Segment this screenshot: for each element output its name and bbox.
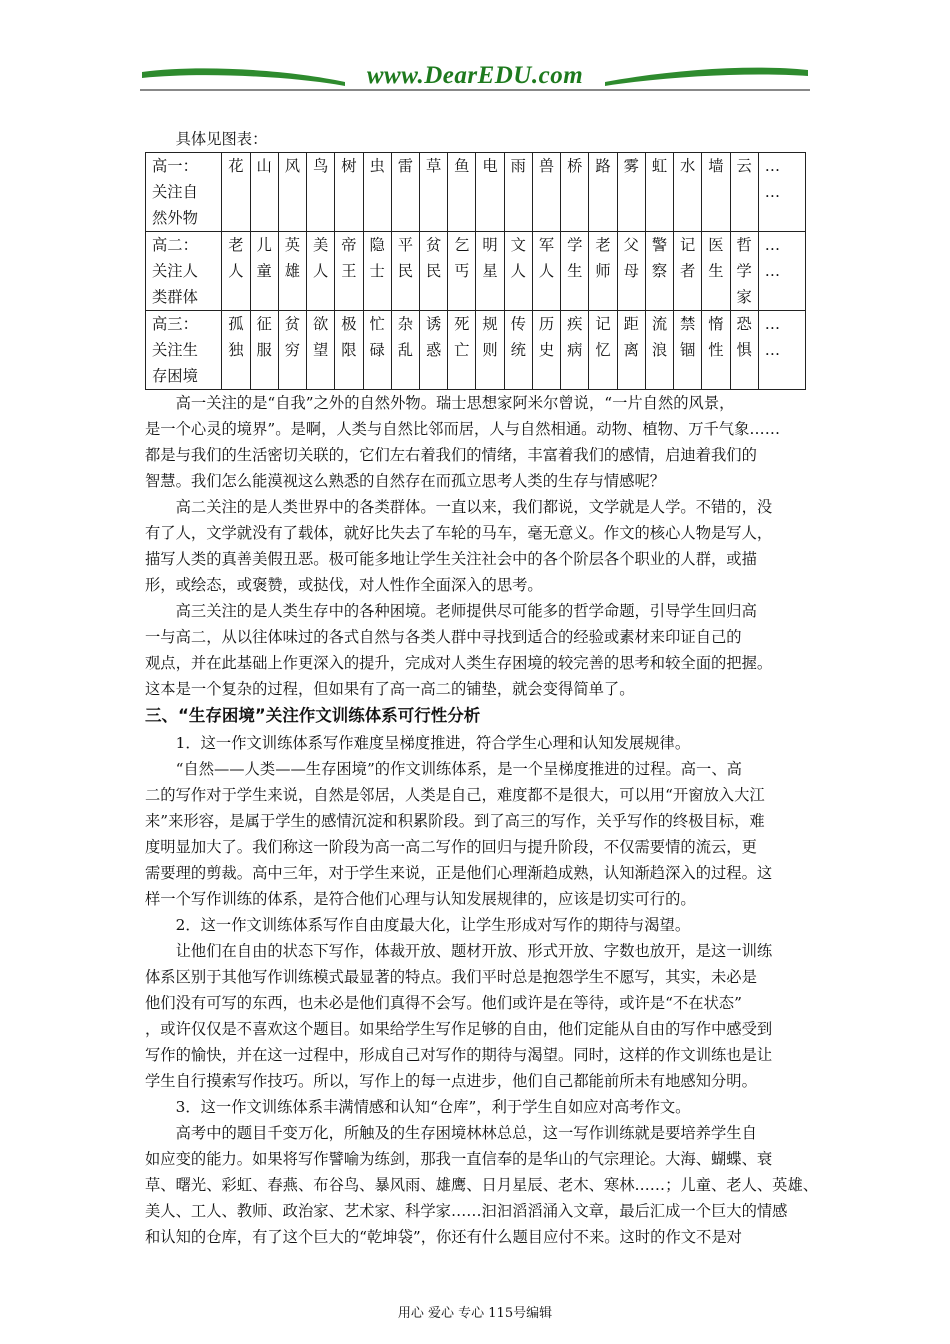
table-cell: 规 则 xyxy=(476,311,504,390)
paragraph xyxy=(145,756,810,912)
document-body xyxy=(145,126,819,1250)
table-cell: 雾 xyxy=(617,153,645,232)
table-cell: 极 限 xyxy=(335,311,363,390)
paragraph xyxy=(145,938,810,1094)
paragraph-line: 高三关注的是人类生存中的各种困境。老师提供尽可能多的哲学命题，引导学生回归高 xyxy=(175,602,757,620)
page-footer: 用心 爱心 专心 115号编辑 xyxy=(397,1306,553,1321)
table-cell: 帝 王 xyxy=(335,232,363,311)
row-category xyxy=(146,153,222,232)
paragraphs-b xyxy=(145,730,819,1250)
table-row xyxy=(146,311,806,390)
paragraph-line: 高二关注的是人类世界中的各类群体。一直以来，我们都说，文学就是人学。不错的，没 xyxy=(175,498,773,516)
table-cell: 疾 病 xyxy=(561,311,589,390)
table-cell: 军 人 xyxy=(532,232,560,311)
table-cell: 电 xyxy=(476,153,504,232)
paragraph xyxy=(145,730,810,756)
paragraph-line: 1．这一作文训练体系写作难度呈梯度推进，符合学生心理和认知发展规律。 xyxy=(175,734,691,752)
table-cell: 鱼 xyxy=(448,153,476,232)
table-cell: 历 史 xyxy=(532,311,560,390)
site-logo-text: www.DearEDU.com xyxy=(366,62,584,89)
paragraph-line: 来”来形容，是属于学生的感情沉淀和积累阶段。到了高三的写作，关乎写作的终极目标，难 xyxy=(145,812,765,830)
table-cell: 贫 民 xyxy=(419,232,447,311)
table-cell: 云 xyxy=(730,153,758,232)
table-cell: 贫 穷 xyxy=(278,311,306,390)
topic-table xyxy=(145,152,806,390)
paragraph-line: 二的写作对于学生来说，自然是邻居，人类是自己，难度都不是很大，可以用“开窗放入大江 xyxy=(145,786,765,804)
table-cell: 虹 xyxy=(645,153,673,232)
paragraph-line: 体系区别于其他写作训练模式最显著的特点。我们平时总是抱怨学生不愿写，其实，未必是 xyxy=(145,968,757,986)
table-cell: 雷 xyxy=(391,153,419,232)
table-cell: 平 民 xyxy=(391,232,419,311)
paragraph xyxy=(145,390,810,494)
table-cell: 记 者 xyxy=(674,232,702,311)
paragraph-line: ，或许仅仅是不喜欢这个题目。如果给学生写作足够的自由，他们定能从自由的写作中感受到 xyxy=(145,1020,773,1038)
category-line: 关注自 xyxy=(152,183,198,201)
table-cell: 距 离 xyxy=(617,311,645,390)
table-cell: 学 生 xyxy=(561,232,589,311)
table-cell: 传 统 xyxy=(504,311,532,390)
table-row xyxy=(146,153,806,232)
table-cell: 孤 独 xyxy=(222,311,250,390)
paragraph-line: 学生自行摸索写作技巧。所以，写作上的每一点进步，他们自己都能前所未有地感知分明。 xyxy=(145,1072,757,1090)
paragraph xyxy=(145,912,810,938)
row-category xyxy=(146,232,222,311)
intro-line: 具体见图表： xyxy=(175,130,268,148)
table-cell: 雨 xyxy=(504,153,532,232)
paragraph-line: 高一关注的是“自我”之外的自然外物。瑞士思想家阿米尔曾说，“一片自然的风景， xyxy=(175,394,735,412)
paragraph xyxy=(145,1120,819,1250)
table-cell: 恐 惧 xyxy=(730,311,758,390)
table-ellipsis: … … xyxy=(758,311,805,390)
table-cell: 老 人 xyxy=(222,232,250,311)
table-cell: 警 察 xyxy=(645,232,673,311)
category-line: 高三： xyxy=(152,315,198,333)
paragraph-line: 这本是一个复杂的过程，但如果有了高一高二的铺垫，就会变得简单了。 xyxy=(145,680,635,698)
category-line: 高二： xyxy=(152,236,198,254)
table-cell: 死 亡 xyxy=(448,311,476,390)
table-cell: 路 xyxy=(589,153,617,232)
paragraph xyxy=(145,598,810,702)
table-ellipsis: … … xyxy=(758,153,805,232)
paragraph-line: 形，或绘态，或褒赞，或挞伐，对人性作全面深入的思考。 xyxy=(145,576,543,594)
paragraph-line: 度明显加大了。我们称这一阶段为高一高二写作的回归与提升阶段，不仅需要情的流云，更 xyxy=(145,838,757,856)
paragraph-line: 需要理的剪裁。高中三年，对于学生来说，正是他们心理渐趋成熟，认知渐趋深入的过程。这 xyxy=(145,864,773,882)
category-line: 然外物 xyxy=(152,209,198,227)
table-cell: 风 xyxy=(278,153,306,232)
table-cell: 草 xyxy=(419,153,447,232)
row-category xyxy=(146,311,222,390)
paragraph-line: 美人、工人、教师、政治家、艺术家、科学家……汩汩滔滔涌入文章，最后汇成一个巨大的情感 xyxy=(145,1202,788,1220)
table-cell: 花 xyxy=(222,153,250,232)
paragraph-line: 一与高二，从以往体味过的各式自然与各类人群中寻找到适合的经验或素材来印证自己的 xyxy=(145,628,742,646)
section-heading: 三、“生存困境”关注作文训练体系可行性分析 xyxy=(145,706,481,725)
paragraph-line: 如应变的能力。如果将写作譬喻为练剑，那我一直信奉的是华山的气宗理论。大海、蝴蝶、衰 xyxy=(145,1150,773,1168)
category-line: 关注生 xyxy=(152,341,198,359)
table-cell: 诱 惑 xyxy=(419,311,447,390)
table-cell: 桥 xyxy=(561,153,589,232)
table-cell: 记 忆 xyxy=(589,311,617,390)
paragraph-line: 他们没有可写的东西，也未必是他们真得不会写。他们或许是在等待，或许是“不在状态” xyxy=(145,994,742,1012)
category-line: 存困境 xyxy=(152,367,198,385)
table-cell: 兽 xyxy=(532,153,560,232)
category-line: 类群体 xyxy=(152,288,198,306)
table-cell: 老 师 xyxy=(589,232,617,311)
paragraph-line: 观点，并在此基础上作更深入的提升，完成对人类生存困境的较完善的思考和较全面的把握。 xyxy=(145,654,773,672)
table-cell: 医 生 xyxy=(702,232,730,311)
table-cell: 文 人 xyxy=(504,232,532,311)
table-cell: 乞 丐 xyxy=(448,232,476,311)
table-cell: 英 雄 xyxy=(278,232,306,311)
paragraph-line: 草、曙光、彩虹、春燕、布谷鸟、暴风雨、雄鹰、日月星辰、老木、寒林……；儿童、老人、英雄、 xyxy=(145,1176,819,1194)
table-row xyxy=(146,232,806,311)
category-line: 关注人 xyxy=(152,262,198,280)
table-ellipsis: … … xyxy=(758,232,805,311)
paragraph-line: 样一个写作训练的体系，是符合他们心理与认知发展规律的，应该是切实可行的。 xyxy=(145,890,696,908)
paragraph-line: 3．这一作文训练体系丰满情感和认知“仓库”，利于学生自如应对高考作文。 xyxy=(175,1098,691,1116)
table-cell: 征 服 xyxy=(250,311,278,390)
paragraph-line: 和认知的仓库，有了这个巨大的“乾坤袋”，你还有什么题目应付不来。这时的作文不是对 xyxy=(145,1228,742,1246)
paragraph-line: 是一个心灵的境界”。是啊，人类与自然比邻而居，人与自然相通。动物、植物、万千气象…… xyxy=(145,420,780,438)
table-cell: 鸟 xyxy=(307,153,335,232)
table-cell: 山 xyxy=(250,153,278,232)
table-cell: 隐 士 xyxy=(363,232,391,311)
table-cell: 父 母 xyxy=(617,232,645,311)
table-cell: 虫 xyxy=(363,153,391,232)
table-cell: 墙 xyxy=(702,153,730,232)
table-cell: 禁 锢 xyxy=(674,311,702,390)
paragraph-line: “自然——人类——生存困境”的作文训练体系，是一个呈梯度推进的过程。高一、高 xyxy=(175,760,742,778)
table-cell: 儿 童 xyxy=(250,232,278,311)
table-cell: 流 浪 xyxy=(645,311,673,390)
paragraphs-a xyxy=(145,390,810,702)
table-cell: 惰 性 xyxy=(702,311,730,390)
paragraph-line: 有了人，文学就没有了载体，就好比失去了车轮的马车，毫无意义。作文的核心人物是写人， xyxy=(145,524,773,542)
paragraph-line: 2．这一作文训练体系写作自由度最大化，让学生形成对写作的期待与渴望。 xyxy=(175,916,691,934)
table-cell: 哲 学 家 xyxy=(730,232,758,311)
paragraph xyxy=(145,494,810,598)
table-cell: 树 xyxy=(335,153,363,232)
paragraph-line: 描写人类的真善美假丑恶。极可能多地让学生关注社会中的各个阶层各个职业的人群，或描 xyxy=(145,550,757,568)
table-cell: 明 星 xyxy=(476,232,504,311)
paragraph xyxy=(145,1094,810,1120)
site-header xyxy=(140,58,810,98)
table-cell: 忙 碌 xyxy=(363,311,391,390)
category-line: 高一： xyxy=(152,157,198,175)
table-cell: 杂 乱 xyxy=(391,311,419,390)
paragraph-line: 让他们在自由的状态下写作，体裁开放、题材开放、形式开放、字数也放开，是这一训练 xyxy=(175,942,773,960)
table-cell: 欲 望 xyxy=(307,311,335,390)
paragraph-line: 写作的愉快，并在这一过程中，形成自己对写作的期待与渴望。同时，这样的作文训练也是让 xyxy=(145,1046,773,1064)
table-cell: 美 人 xyxy=(307,232,335,311)
paragraph-line: 都是与我们的生活密切关联的，它们左右着我们的情绪，丰富着我们的感情，启迪着我们的 xyxy=(145,446,757,464)
paragraph-line: 高考中的题目千变万化，所触及的生存困境林林总总，这一写作训练就是要培养学生自 xyxy=(175,1124,757,1142)
table-cell: 水 xyxy=(674,153,702,232)
paragraph-line: 智慧。我们怎么能漠视这么熟悉的自然存在而孤立思考人类的生存与情感呢？ xyxy=(145,472,666,490)
